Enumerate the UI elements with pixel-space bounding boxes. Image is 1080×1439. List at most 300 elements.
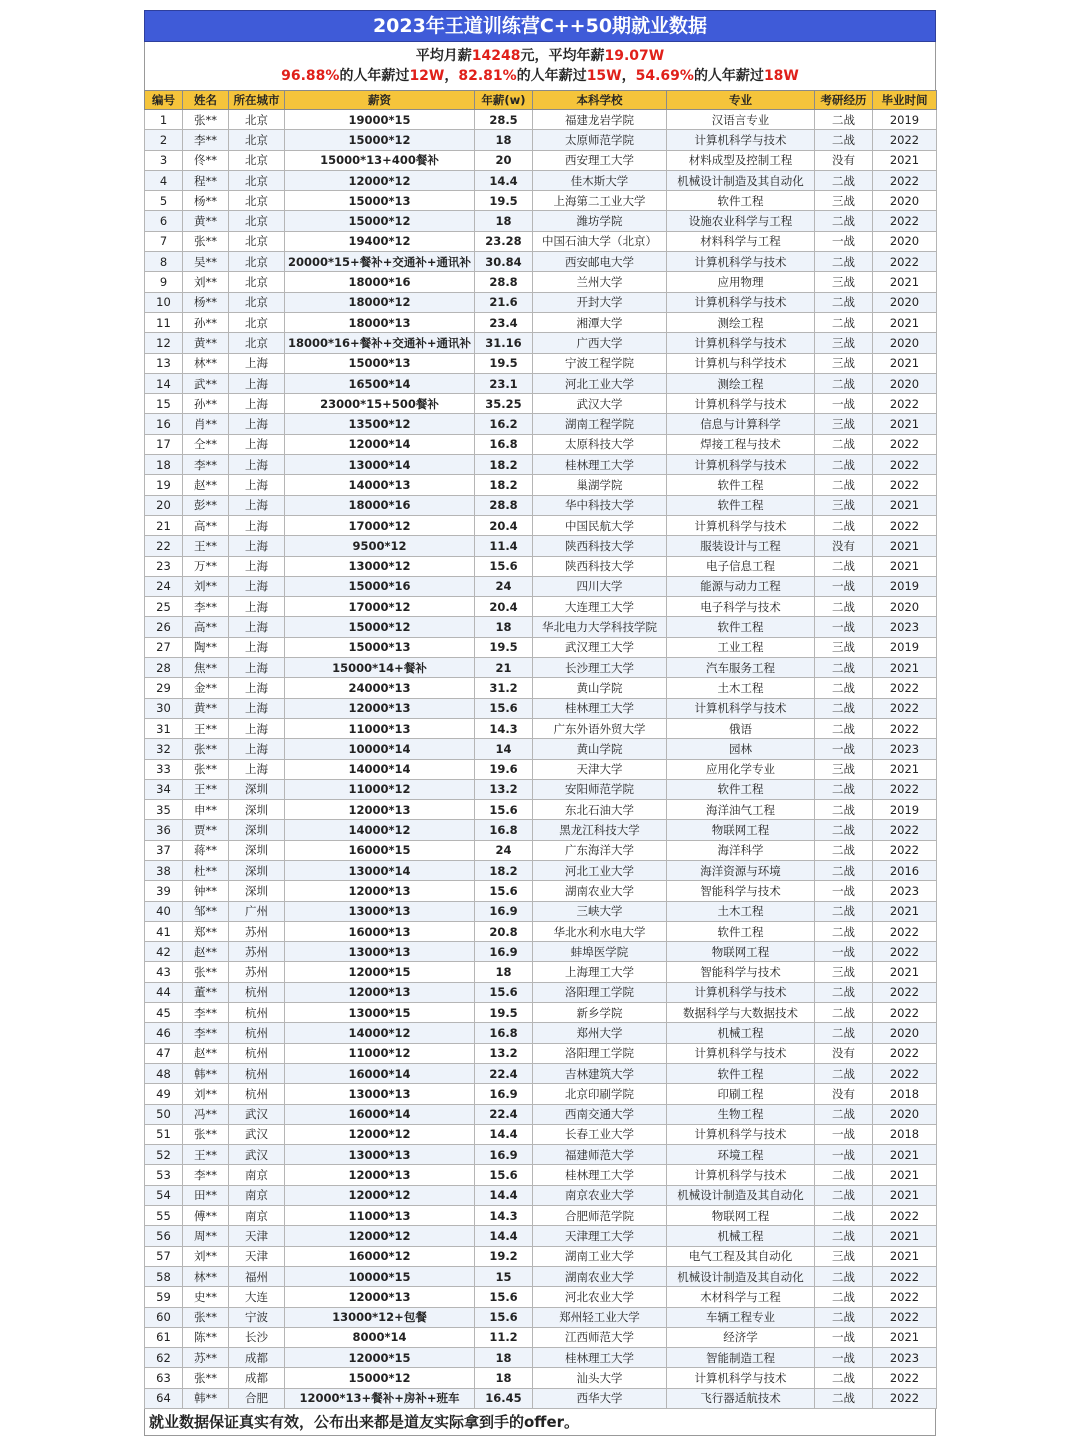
table-row [145,1003,937,1023]
cell-major: 计算机科学与技术 [667,1368,815,1388]
col-header-name: 姓名 [183,91,229,110]
cell-id: 50 [145,1104,183,1124]
cell-exam: 一战 [815,739,873,759]
cell-major: 测绘工程 [667,373,815,393]
cell-school: 蚌埠医学院 [533,942,667,962]
cell-school: 天津大学 [533,759,667,779]
cell-school: 三峡大学 [533,901,667,921]
cell-grad-year: 2020 [873,597,937,617]
cell-exam: 二战 [815,434,873,454]
cell-annual: 23.28 [475,231,533,251]
cell-name: 黄** [183,211,229,231]
cell-major: 应用物理 [667,272,815,292]
cell-city: 大连 [229,1287,285,1307]
cell-grad-year: 2021 [873,556,937,576]
table-row [145,1327,937,1347]
cell-city: 南京 [229,1185,285,1205]
cell-major: 软件工程 [667,617,815,637]
cell-salary: 12000*13 [285,1287,475,1307]
table-row [145,515,937,535]
cell-school: 华中科技大学 [533,495,667,515]
cell-exam: 一战 [815,1327,873,1347]
cell-grad-year: 2022 [873,252,937,272]
cell-city: 北京 [229,231,285,251]
cell-major: 生物工程 [667,1104,815,1124]
cell-id: 17 [145,434,183,454]
table-row [145,191,937,211]
cell-school: 天津理工大学 [533,1226,667,1246]
cell-city: 深圳 [229,840,285,860]
cell-salary: 24000*13 [285,678,475,698]
cell-name: 张** [183,739,229,759]
cell-city: 武汉 [229,1145,285,1165]
cell-annual: 14 [475,739,533,759]
cell-id: 18 [145,455,183,475]
cell-name: 高** [183,515,229,535]
cell-city: 苏州 [229,942,285,962]
cell-major: 软件工程 [667,475,815,495]
cell-major: 服装设计与工程 [667,536,815,556]
cell-city: 上海 [229,637,285,657]
cell-school: 西安邮电大学 [533,252,667,272]
cell-school: 长春工业大学 [533,1124,667,1144]
cell-name: 陈** [183,1327,229,1347]
cell-major: 软件工程 [667,921,815,941]
cell-name: 韩** [183,1388,229,1408]
cell-salary: 16500*14 [285,373,475,393]
cell-salary: 18000*16 [285,495,475,515]
cell-salary: 10000*15 [285,1266,475,1286]
cell-city: 北京 [229,130,285,150]
cell-city: 深圳 [229,881,285,901]
cell-salary: 16000*12 [285,1246,475,1266]
cell-annual: 14.4 [475,1185,533,1205]
cell-salary: 9500*12 [285,536,475,556]
cell-salary: 12000*12 [285,1185,475,1205]
cell-annual: 20.4 [475,597,533,617]
cell-school: 东北石油大学 [533,800,667,820]
cell-grad-year: 2023 [873,617,937,637]
cell-annual: 30.84 [475,252,533,272]
table-row [145,901,937,921]
cell-salary: 15000*13 [285,353,475,373]
cell-id: 23 [145,556,183,576]
cell-city: 成都 [229,1348,285,1368]
cell-exam: 一战 [815,576,873,596]
cell-name: 郑** [183,921,229,941]
cell-grad-year: 2022 [873,455,937,475]
cell-id: 57 [145,1246,183,1266]
col-header-annual: 年薪(w) [475,91,533,110]
cell-name: 彭** [183,495,229,515]
cell-id: 16 [145,414,183,434]
table-row [145,475,937,495]
cell-name: 张** [183,1368,229,1388]
cell-city: 上海 [229,495,285,515]
cell-major: 飞行器适航技术 [667,1388,815,1408]
cell-grad-year: 2021 [873,495,937,515]
cell-annual: 18.2 [475,455,533,475]
table-row [145,759,937,779]
cell-city: 上海 [229,576,285,596]
table-row [145,1185,937,1205]
cell-school: 河北工业大学 [533,373,667,393]
cell-exam: 二战 [815,515,873,535]
summary-text: 元，平均年薪 [520,48,605,64]
cell-exam: 二战 [815,1104,873,1124]
cell-city: 上海 [229,536,285,556]
cell-city: 上海 [229,759,285,779]
cell-exam: 二战 [815,820,873,840]
cell-id: 29 [145,678,183,698]
cell-major: 工业工程 [667,637,815,657]
cell-city: 上海 [229,373,285,393]
cell-salary: 15000*14+餐补 [285,658,475,678]
cell-name: 李** [183,130,229,150]
cell-major: 计算机科学与技术 [667,698,815,718]
cell-grad-year: 2022 [873,698,937,718]
cell-id: 59 [145,1287,183,1307]
cell-exam: 三战 [815,333,873,353]
cell-school: 西华大学 [533,1388,667,1408]
cell-major: 计算机与科学技术 [667,353,815,373]
cell-exam: 二战 [815,475,873,495]
cell-name: 林** [183,353,229,373]
cell-major: 计算机科学与技术 [667,394,815,414]
cell-school: 福建师范大学 [533,1145,667,1165]
cell-city: 上海 [229,739,285,759]
cell-exam: 二战 [815,1063,873,1083]
cell-major: 材料成型及控制工程 [667,150,815,170]
summary-text: ， [444,68,459,84]
table-row [145,1307,937,1327]
cell-annual: 15.6 [475,800,533,820]
cell-name: 苏** [183,1348,229,1368]
cell-name: 董** [183,982,229,1002]
cell-id: 9 [145,272,183,292]
cell-annual: 31.16 [475,333,533,353]
cell-school: 北京印刷学院 [533,1084,667,1104]
cell-name: 张** [183,962,229,982]
cell-major: 汉语言专业 [667,110,815,130]
cell-annual: 20.4 [475,515,533,535]
cell-major: 机械工程 [667,1226,815,1246]
cell-city: 上海 [229,394,285,414]
cell-school: 福建龙岩学院 [533,110,667,130]
cell-annual: 15.6 [475,881,533,901]
cell-salary: 12000*12 [285,170,475,190]
cell-exam: 二战 [815,1388,873,1408]
cell-salary: 14000*14 [285,759,475,779]
cell-city: 深圳 [229,779,285,799]
table-row [145,1165,937,1185]
table-row [145,252,937,272]
cell-id: 62 [145,1348,183,1368]
cell-grad-year: 2022 [873,982,937,1002]
table-row [145,272,937,292]
cell-grad-year: 2022 [873,779,937,799]
cell-major: 木材科学与工程 [667,1287,815,1307]
col-header-exam: 考研经历 [815,91,873,110]
cell-annual: 21 [475,658,533,678]
cell-exam: 一战 [815,617,873,637]
table-row [145,1226,937,1246]
cell-school: 新乡学院 [533,1003,667,1023]
cell-city: 杭州 [229,1063,285,1083]
cell-annual: 19.5 [475,191,533,211]
cell-salary: 11000*13 [285,1206,475,1226]
cell-major: 机械设计制造及其自动化 [667,170,815,190]
cell-exam: 二战 [815,982,873,1002]
cell-grad-year: 2021 [873,962,937,982]
summary-line-1 [145,46,935,66]
cell-name: 陶** [183,637,229,657]
cell-name: 孙** [183,312,229,332]
cell-exam: 二战 [815,556,873,576]
cell-school: 上海第二工业大学 [533,191,667,211]
cell-school: 河北工业大学 [533,860,667,880]
col-header-school: 本科学校 [533,91,667,110]
cell-annual: 11.2 [475,1327,533,1347]
cell-exam: 一战 [815,881,873,901]
cell-city: 杭州 [229,1084,285,1104]
cell-annual: 15.6 [475,1307,533,1327]
table-row [145,800,937,820]
cell-id: 3 [145,150,183,170]
cell-city: 苏州 [229,962,285,982]
cell-id: 51 [145,1124,183,1144]
cell-major: 软件工程 [667,495,815,515]
cell-exam: 二战 [815,921,873,941]
cell-id: 2 [145,130,183,150]
cell-salary: 8000*14 [285,1327,475,1347]
cell-school: 湖南农业大学 [533,881,667,901]
cell-exam: 二战 [815,658,873,678]
cell-id: 41 [145,921,183,941]
cell-exam: 二战 [815,597,873,617]
cell-name: 武** [183,373,229,393]
cell-city: 广州 [229,901,285,921]
cell-exam: 二战 [815,678,873,698]
cell-exam: 一战 [815,942,873,962]
cell-city: 北京 [229,191,285,211]
cell-salary: 15000*12 [285,130,475,150]
cell-city: 上海 [229,475,285,495]
cell-exam: 三战 [815,495,873,515]
cell-name: 高** [183,617,229,637]
cell-salary: 12000*13+餐补+房补+班车 [285,1388,475,1408]
cell-name: 韩** [183,1063,229,1083]
pct-over-12w: 96.88% [281,68,340,84]
cell-major: 物联网工程 [667,942,815,962]
cell-grad-year: 2021 [873,414,937,434]
table-row [145,231,937,251]
cell-grad-year: 2021 [873,272,937,292]
table-row [145,455,937,475]
cell-major: 计算机科学与技术 [667,1165,815,1185]
cell-salary: 16000*14 [285,1104,475,1124]
cell-school: 华北电力大学科技学院 [533,617,667,637]
cell-annual: 16.9 [475,942,533,962]
cell-city: 北京 [229,312,285,332]
cell-city: 武汉 [229,1124,285,1144]
cell-grad-year: 2022 [873,1003,937,1023]
cell-annual: 18.2 [475,475,533,495]
cell-city: 合肥 [229,1388,285,1408]
cell-annual: 16.9 [475,1145,533,1165]
cell-grad-year: 2023 [873,1348,937,1368]
cell-annual: 13.2 [475,1043,533,1063]
cell-city: 上海 [229,455,285,475]
cell-exam: 一战 [815,1348,873,1368]
cell-annual: 19.6 [475,759,533,779]
table-header-row [145,91,937,110]
cell-id: 47 [145,1043,183,1063]
cell-grad-year: 2021 [873,150,937,170]
cell-annual: 14.3 [475,1206,533,1226]
cell-id: 60 [145,1307,183,1327]
cell-salary: 13500*12 [285,414,475,434]
cell-salary: 18000*16 [285,272,475,292]
cell-name: 林** [183,1266,229,1286]
cell-salary: 18000*12 [285,292,475,312]
cell-id: 34 [145,779,183,799]
cell-exam: 二战 [815,1023,873,1043]
cell-id: 56 [145,1226,183,1246]
cell-name: 邹** [183,901,229,921]
cell-major: 智能制造工程 [667,1348,815,1368]
cell-grad-year: 2022 [873,475,937,495]
cell-name: 王** [183,536,229,556]
cell-grad-year: 2022 [873,394,937,414]
cell-annual: 15.6 [475,556,533,576]
cell-annual: 19.5 [475,353,533,373]
cell-name: 刘** [183,1246,229,1266]
cell-annual: 22.4 [475,1063,533,1083]
cell-id: 11 [145,312,183,332]
cell-exam: 三战 [815,637,873,657]
cell-major: 海洋油气工程 [667,800,815,820]
table-row [145,637,937,657]
cell-id: 15 [145,394,183,414]
col-header-salary: 薪资 [285,91,475,110]
cell-annual: 16.8 [475,1023,533,1043]
table-row [145,1124,937,1144]
table-row [145,860,937,880]
cell-exam: 二战 [815,860,873,880]
employment-table [144,90,937,1409]
cell-grad-year: 2022 [873,1388,937,1408]
cell-major: 计算机科学与技术 [667,1043,815,1063]
summary-line-2 [145,66,935,86]
cell-grad-year: 2020 [873,1023,937,1043]
cell-major: 环境工程 [667,1145,815,1165]
table-row [145,1348,937,1368]
cell-grad-year: 2022 [873,170,937,190]
table-row [145,1145,937,1165]
cell-grad-year: 2022 [873,130,937,150]
cell-annual: 28.8 [475,495,533,515]
cell-exam: 二战 [815,292,873,312]
cell-major: 设施农业科学与工程 [667,211,815,231]
cell-school: 广东外语外贸大学 [533,718,667,738]
cell-major: 计算机科学与技术 [667,982,815,1002]
cell-major: 计算机科学与技术 [667,333,815,353]
threshold-18w: 18W [763,68,799,84]
cell-exam: 一战 [815,394,873,414]
cell-school: 广东海洋大学 [533,840,667,860]
cell-city: 苏州 [229,921,285,941]
cell-annual: 18 [475,211,533,231]
cell-salary: 12000*15 [285,962,475,982]
cell-id: 61 [145,1327,183,1347]
cell-name: 刘** [183,576,229,596]
cell-salary: 13000*14 [285,860,475,880]
cell-salary: 10000*14 [285,739,475,759]
cell-school: 兰州大学 [533,272,667,292]
cell-exam: 三战 [815,759,873,779]
cell-id: 43 [145,962,183,982]
cell-id: 63 [145,1368,183,1388]
cell-annual: 14.4 [475,1226,533,1246]
cell-id: 25 [145,597,183,617]
cell-exam: 二战 [815,1003,873,1023]
cell-salary: 11000*12 [285,1043,475,1063]
cell-grad-year: 2022 [873,515,937,535]
col-header-id: 编号 [145,91,183,110]
cell-id: 10 [145,292,183,312]
cell-salary: 13000*12+包餐 [285,1307,475,1327]
table-row [145,1043,937,1063]
cell-annual: 24 [475,840,533,860]
cell-salary: 15000*12 [285,617,475,637]
avg-annual-salary: 19.07W [604,48,665,64]
cell-school: 大连理工大学 [533,597,667,617]
table-row [145,1063,937,1083]
summary-text: 的人年薪过 [339,68,410,84]
cell-grad-year: 2016 [873,860,937,880]
cell-exam: 一战 [815,1124,873,1144]
cell-id: 38 [145,860,183,880]
cell-grad-year: 2023 [873,739,937,759]
cell-exam: 二战 [815,1226,873,1246]
cell-id: 21 [145,515,183,535]
cell-exam: 二战 [815,130,873,150]
cell-annual: 19.5 [475,1003,533,1023]
cell-major: 汽车服务工程 [667,658,815,678]
cell-major: 园林 [667,739,815,759]
cell-city: 武汉 [229,1104,285,1124]
cell-exam: 三战 [815,962,873,982]
table-row [145,881,937,901]
cell-exam: 二战 [815,1368,873,1388]
cell-annual: 16.8 [475,434,533,454]
cell-salary: 17000*12 [285,597,475,617]
cell-school: 洛阳理工学院 [533,1043,667,1063]
cell-exam: 二战 [815,373,873,393]
table-row [145,820,937,840]
table-row [145,698,937,718]
cell-city: 上海 [229,414,285,434]
cell-annual: 16.9 [475,901,533,921]
cell-salary: 14000*12 [285,820,475,840]
cell-name: 焦** [183,658,229,678]
cell-city: 深圳 [229,860,285,880]
cell-annual: 18 [475,130,533,150]
cell-major: 计算机科学与技术 [667,130,815,150]
cell-school: 安阳师范学院 [533,779,667,799]
cell-salary: 15000*12 [285,1368,475,1388]
